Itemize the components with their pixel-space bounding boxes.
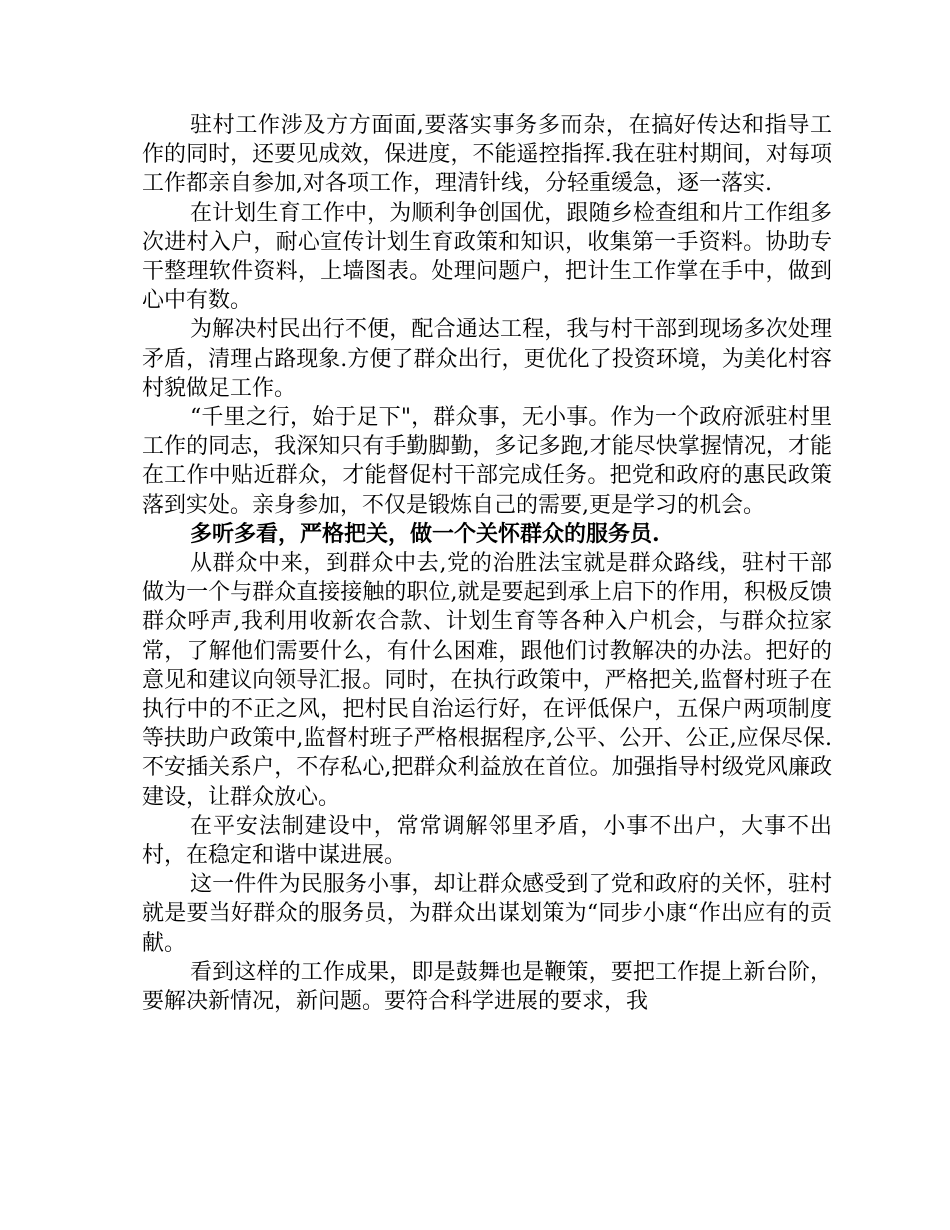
paragraph-start-from-feet: “千里之行，始于足下"，群众事，无小事。作为一个政府派驻村里工作的同志，我深知只有手勤脚勤，多记多跑,才能尽快掌握情况，才能在工作中贴近群众，才能督促村干部完成任务。把党和政府的惠民政策落到实处。亲身参加，不仅是锻炼自己的需要,更是学习的机会。 <box>142 405 832 518</box>
paragraph-road-access: 为解决村民出行不便，配合通达工程，我与村干部到现场多次处理矛盾，清理占路现象.方便了群众出行，更优化了投资环境，为美化村容村貌做足工作。 <box>142 317 832 401</box>
paragraph-family-planning: 在计划生育工作中，为顺利争创国优，跟随乡检查组和片工作组多次进村入户，耐心宣传计划生育政策和知识，收集第一手资料。协助专干整理软件资料，上墙图表。处理问题户，把计生工作掌在手中，做到心中有数。 <box>142 200 832 314</box>
paragraph-mass-line: 从群众中来，到群众中去,党的治胜法宝就是群众路线，驻村干部做为一个与群众直接接触的职位,就是要起到承上启下的作用，积极反馈群众呼声,我利用收新农合款、计划生育等各种入户机会，与群众拉家常，了解他们需要什么，有什么困难，跟他们讨教解决的办法。把好的意见和建议向领导汇报。同时，在执行政策中，严格把关,监督村班子在执行中的不正之风，把村民自治运行好，在评低保户，五保户两项制度等扶助户政策中,监督村班子严格根据程序,公平、公开、公正,应保尽保.不安插关系户，不存私心,把群众利益放在首位。加强指导村级党风廉政建设，让群众放心。 <box>142 551 832 810</box>
section-heading: 多听多看，严格把关，做一个关怀群众的服务员. <box>190 520 660 547</box>
paragraph-rule-of-law: 在平安法制建设中，常常调解邻里矛盾，小事不出户，大事不出村，在稳定和谐中谋进展。 <box>142 813 832 869</box>
paragraph-results: 看到这样的工作成果，即是鼓舞也是鞭策，要把工作提上新台阶，要解决新情况，新问题。要符合科学进展的要求，我 <box>142 959 832 1015</box>
document-body <box>142 111 832 1016</box>
paragraph-service: 这一件件为民服务小事，却让群众感受到了党和政府的关怀，驻村就是要当好群众的服务员，为群众出谋划策为“同步小康“作出应有的贡献。 <box>142 872 832 956</box>
paragraph-village-work: 驻村工作涉及方方面面,要落实事务多而杂，在搞好传达和指导工作的同时，还要见成效，保进度，不能遥控指挥.我在驻村期间，对每项工作都亲自参加,对各项工作，理清针线，分轻重缓急，逐一落实. <box>142 113 832 197</box>
